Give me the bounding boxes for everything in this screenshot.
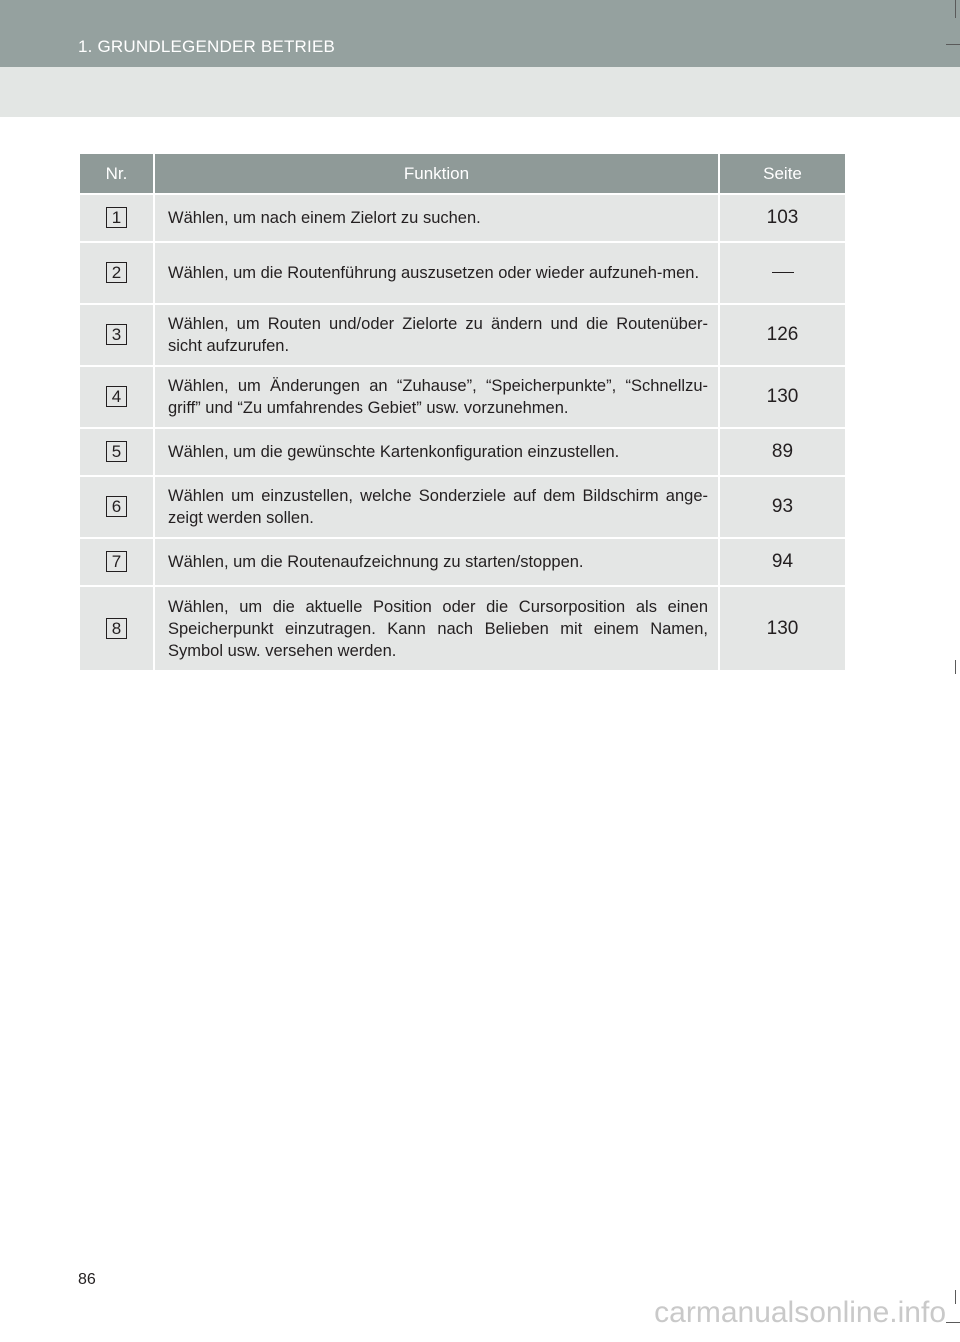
row-number-cell — [80, 586, 154, 670]
function-cell: Wählen, um die Routenaufzeichnung zu starten/stoppen. — [154, 538, 719, 586]
function-cell: Wählen, um die gewünschte Kartenkonfiguration einzustellen. — [154, 428, 719, 476]
number-badge: 7 — [106, 551, 127, 572]
function-cell: Wählen, um nach einem Zielort zu suchen. — [154, 194, 719, 242]
page-reference-cell — [719, 242, 845, 304]
function-cell: Wählen, um Änderungen an “Zuhause”, “Speicherpunkte”, “Schnellzu-griff” und “Zu umfahrendes Gebiet” usw. vorzunehmen. — [154, 366, 719, 428]
crop-mark-bottom — [955, 1290, 956, 1304]
function-cell: Wählen, um die Routenführung auszusetzen oder wieder aufzuneh-men. — [154, 242, 719, 304]
page-reference-cell: 126 — [719, 304, 845, 366]
number-badge: 6 — [106, 496, 127, 517]
header-subband — [0, 67, 960, 117]
page-reference-cell: 89 — [719, 428, 845, 476]
number-badge: 8 — [106, 618, 127, 639]
table-row — [80, 194, 845, 242]
page-reference-cell: 93 — [719, 476, 845, 538]
column-header-nr: Nr. — [80, 154, 154, 194]
chapter-header-bar — [0, 0, 960, 67]
table-row — [80, 476, 845, 538]
table-row — [80, 586, 845, 670]
column-header-funktion: Funktion — [154, 154, 719, 194]
column-header-seite: Seite — [719, 154, 845, 194]
page-reference-cell: 94 — [719, 538, 845, 586]
row-number-cell — [80, 242, 154, 304]
table-row — [80, 428, 845, 476]
page-reference-cell: 103 — [719, 194, 845, 242]
no-page-dash — [772, 272, 794, 273]
function-cell: Wählen, um die aktuelle Position oder die Cursorposition als einen Speicherpunkt einzutragen. Kann nach Belieben mit einem Namen, Symbol usw. versehen werden. — [154, 586, 719, 670]
table-row — [80, 538, 845, 586]
table-row — [80, 242, 845, 304]
page-reference-cell: 130 — [719, 586, 845, 670]
table-row — [80, 304, 845, 366]
chapter-title: 1. GRUNDLEGENDER BETRIEB — [78, 37, 336, 56]
function-table — [80, 154, 845, 670]
crop-mark-top-tick — [946, 44, 960, 45]
crop-mark-middle — [955, 660, 956, 674]
table-header-row — [80, 154, 845, 194]
watermark: carmanualsonline.info — [654, 1296, 946, 1329]
number-badge: 2 — [106, 262, 127, 283]
number-badge: 3 — [106, 324, 127, 345]
row-number-cell — [80, 194, 154, 242]
row-number-cell — [80, 476, 154, 538]
number-badge: 4 — [106, 386, 127, 407]
crop-mark-bottom-corner — [946, 1322, 960, 1323]
row-number-cell — [80, 304, 154, 366]
table-row — [80, 366, 845, 428]
number-badge: 1 — [106, 207, 127, 228]
function-cell: Wählen, um Routen und/oder Zielorte zu ändern und die Routenüber-sicht aufzurufen. — [154, 304, 719, 366]
function-cell: Wählen um einzustellen, welche Sonderziele auf dem Bildschirm ange-zeigt werden sollen. — [154, 476, 719, 538]
number-badge: 5 — [106, 441, 127, 462]
page-number: 86 — [78, 1271, 96, 1288]
crop-mark-top — [955, 0, 956, 18]
row-number-cell — [80, 538, 154, 586]
row-number-cell — [80, 366, 154, 428]
page-reference-cell: 130 — [719, 366, 845, 428]
row-number-cell — [80, 428, 154, 476]
